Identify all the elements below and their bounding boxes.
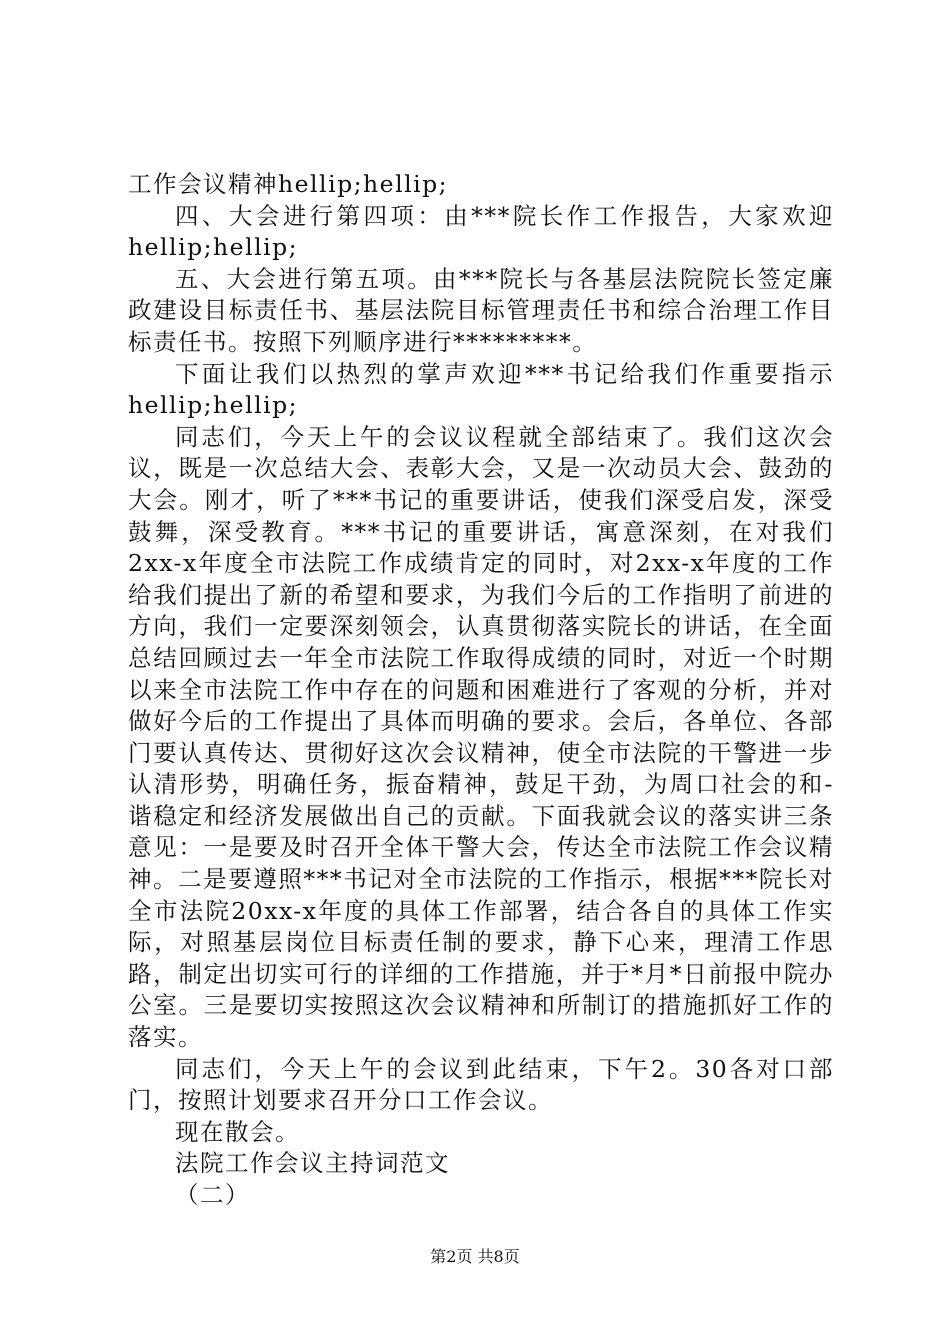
paragraph-summary: 同志们，今天上午的会议议程就全部结束了。我们这次会议，既是一次总结大会、表彰大会，又是一次动员大会、鼓劲的大会。刚才，听了***书记的重要讲话，使我们深受启发，深受鼓舞，深受教育。***书记的重要讲话，寓意深刻，在对我们2xx-x年度全市法院工作成绩肯定的同时，对2xx-x年度的工作给我们提出了新的希望和要求，为我们今后的工作指明了前进的方向，我们一定要深刻领会，认真贯彻落实院长的讲话，在全面总结回顾过去一年全市法院工作取得成绩的同时，对近一个时期以来全市法院工作中存在的问题和困难进行了客观的分析，并对做好今后的工作提出了具体而明确的要求。会后，各单位、各部门要认真传达、贯彻好这次会议精神，使全市法院的干警进一步认清形势，明确任务，振奋精神，鼓足干劲，为周口社会的和-谐稳定和经济发展做出自己的贡献。下面我就会议的落实讲三条意见：一是要及时召开全体干警大会，传达全市法院工作会议精神。二是要遵照***书记对全市法院的工作指示，根据***院长对全市法院20xx-x年度的具体工作部署，结合各自的具体工作实际，对照基层岗位目标责任制的要求，静下心来，理清工作思路，制定出切实可行的详细的工作措施，并于*月*日前报中院办公室。三是要切实按照这次会议精神和所制订的措施抓好工作的落实。: [128, 422, 834, 1052]
paragraph-item-four: 四、大会进行第四项：由***院长作工作报告，大家欢迎hellip;hellip;: [128, 201, 834, 262]
section-number: （二）: [175, 1181, 250, 1209]
section-title: 法院工作会议主持词范文: [175, 1149, 450, 1178]
document-body: [128, 169, 834, 1212]
paragraph-welcome-instruction: 下面让我们以热烈的掌声欢迎***书记给我们作重要指示hellip;hellip;: [128, 359, 834, 420]
paragraph-closing-notice: 同志们，今天上午的会议到此结束，下午2。30各对口部门，按照计划要求召开分口工作会议。: [128, 1054, 834, 1115]
page-number-footer: 第2页 共8页: [430, 1247, 520, 1266]
paragraph-adjourn: 现在散会。: [175, 1117, 300, 1146]
paragraph-continuation: 工作会议精神hellip;hellip;: [128, 170, 449, 198]
paragraph-item-five: 五、大会进行第五项。由***院长与各基层法院院长签定廉政建设目标责任书、基层法院目标管理责任书和综合治理工作目标责任书。按照下列顺序进行*********。: [128, 264, 834, 356]
